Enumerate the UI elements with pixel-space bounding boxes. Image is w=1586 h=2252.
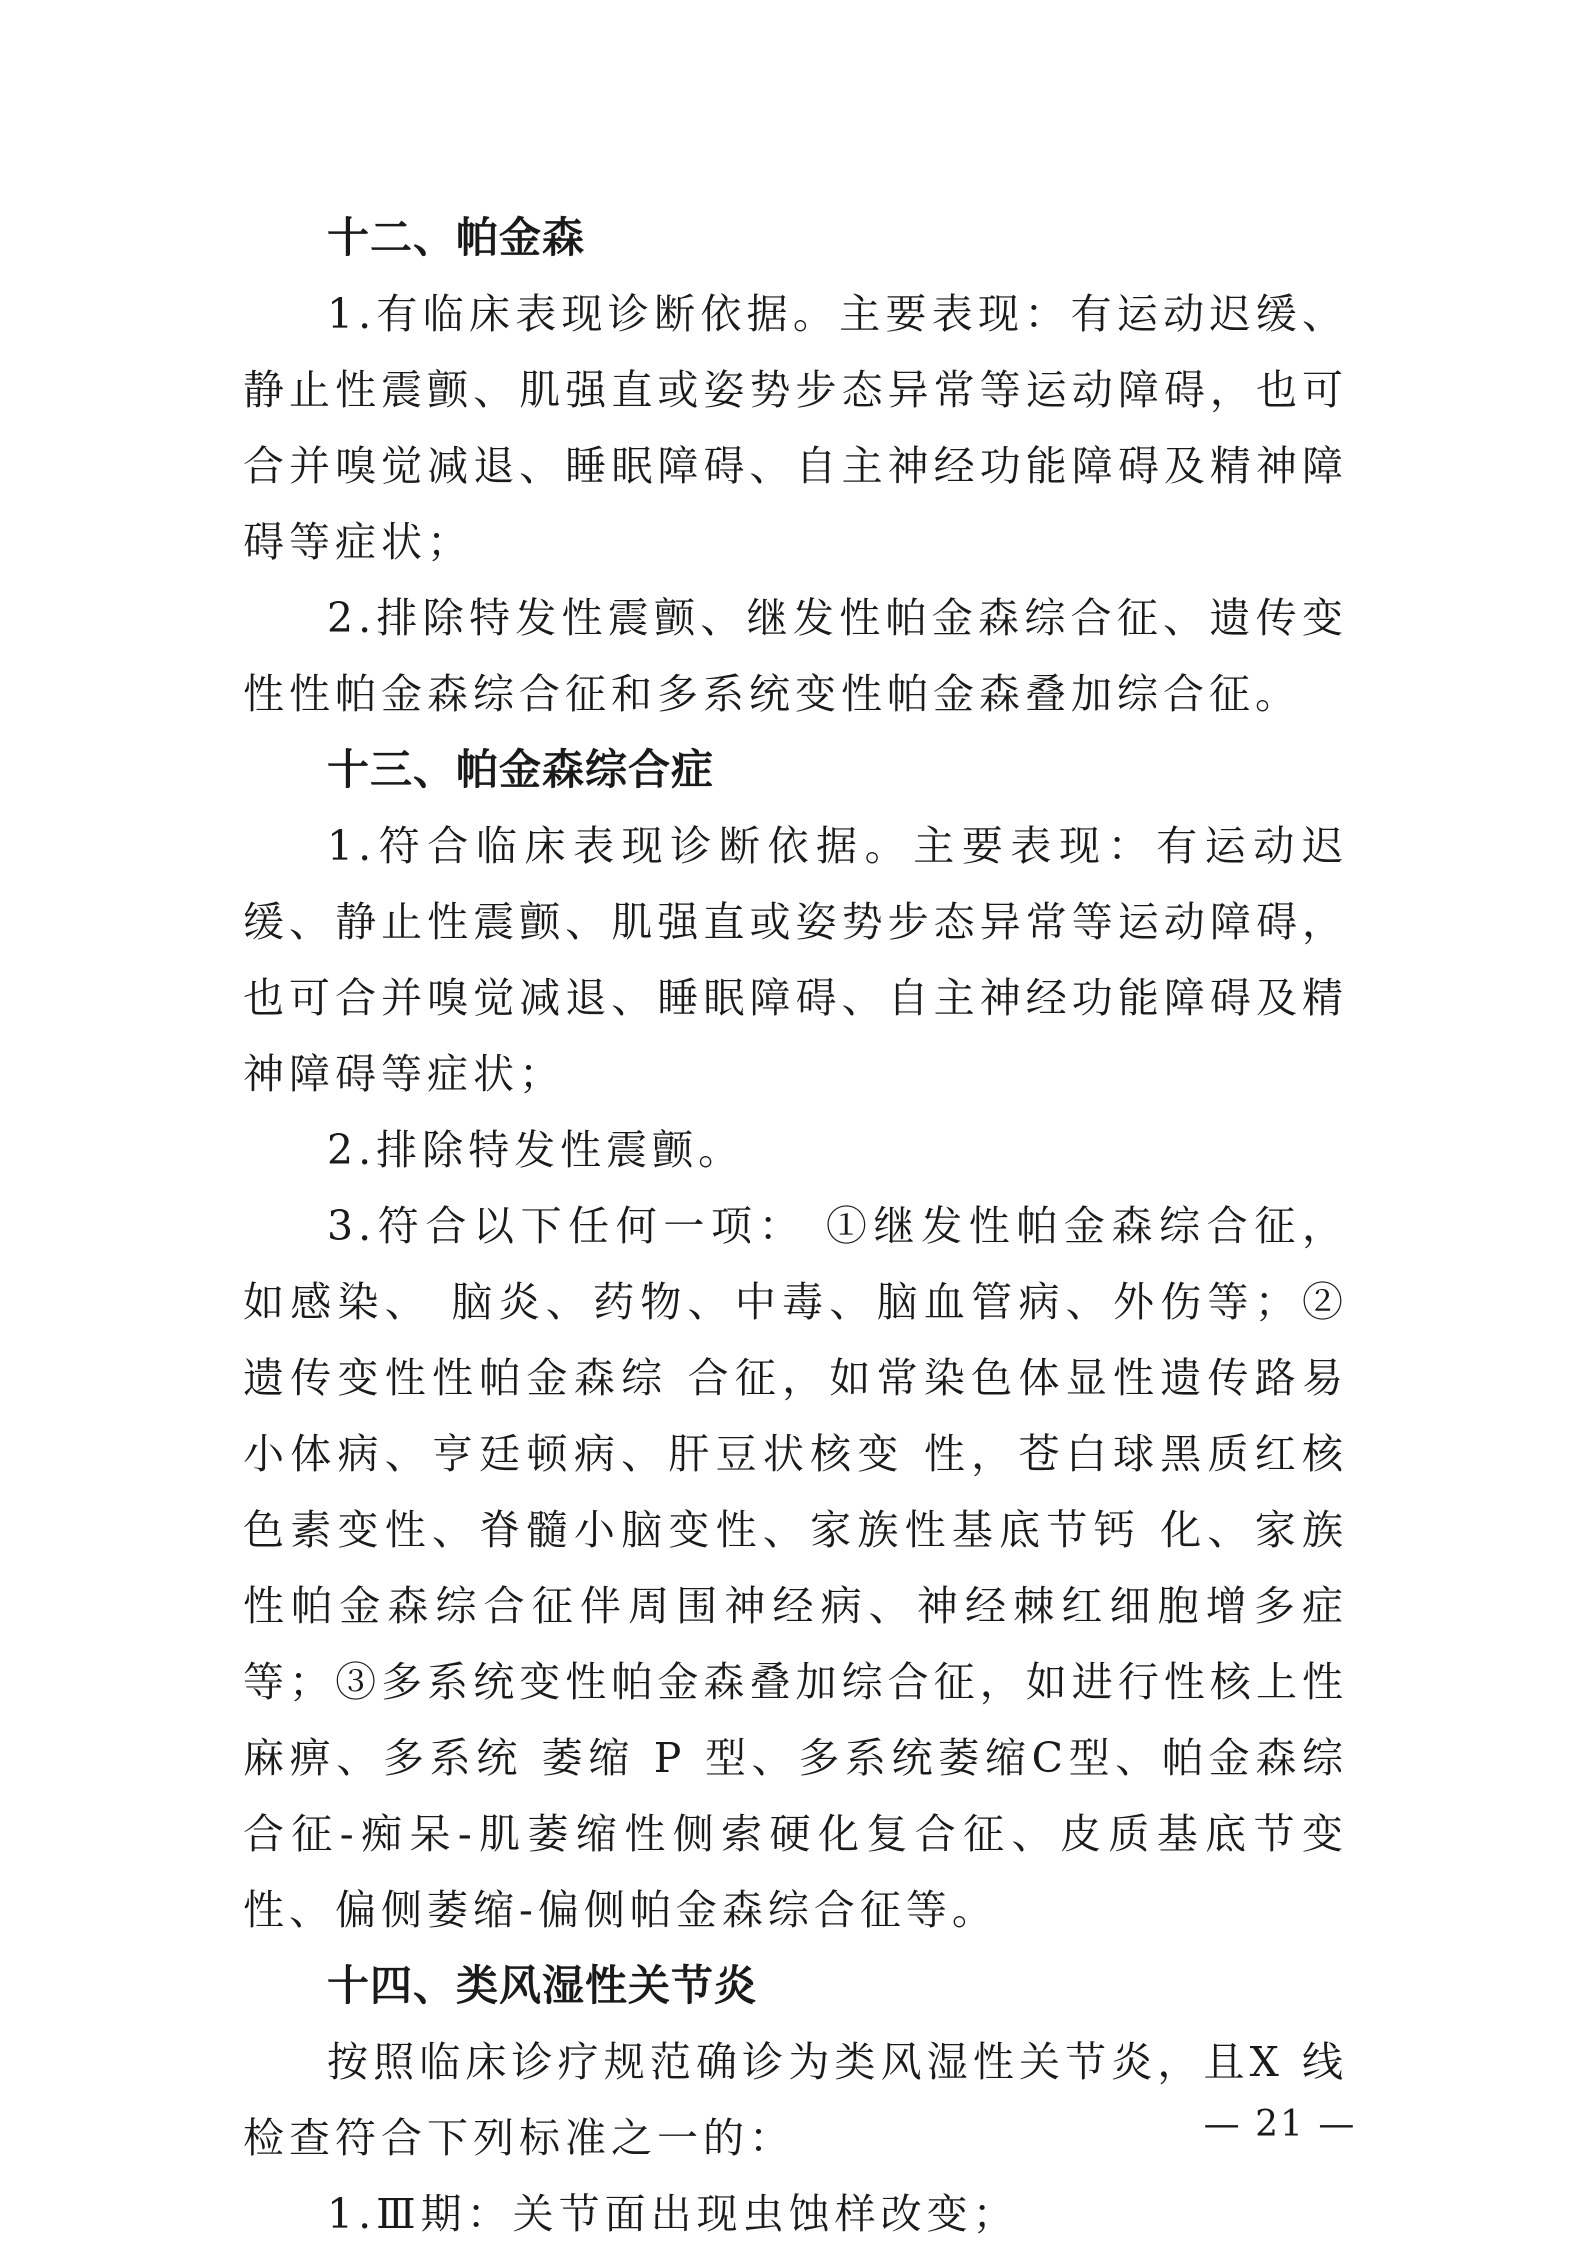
section-heading-14: 十四、类风湿性关节炎	[327, 1961, 758, 2010]
section-heading-12: 十二、帕金森	[327, 213, 586, 262]
paragraph: 2.排除特发性震颤。	[327, 1126, 745, 1174]
section-heading-13: 十三、帕金森综合症	[327, 745, 715, 794]
paragraph: 3.符合以下任何一项： ①继发性帕金森综合征，如感染、 脑炎、药物、中毒、脑血管病、外伤等；②遗传变性性帕金森综 合征，如常染色体显性遗传路易小体病、亨廷顿病、肝豆状核变 性，苍白球黑质红核色素变性、脊髓小脑变性、家族性基底节钙 化、家族性帕金森综合征伴周围神经病、神经棘红细胞增多症等；③多系统变性帕金森叠加综合征，如进行性核上性麻痹、多系统 萎缩 P 型、多系统萎缩C型、帕金森综合征-痴呆-肌萎缩性侧索硬化复合征、皮质基底节变性、偏侧萎缩-偏侧帕金森综合征等。	[243, 1202, 1348, 1934]
paragraph: 2.排除特发性震颤、继发性帕金森综合征、遗传变性性帕金森综合征和多系统变性帕金森叠加综合征。	[243, 594, 1348, 718]
paragraph: 1.有临床表现诊断依据。主要表现：有运动迟缓、静止性震颤、肌强直或姿势步态异常等运动障碍，也可合并嗅觉减退、睡眠障碍、自主神经功能障碍及精神障碍等症状；	[243, 290, 1348, 566]
page-number: — 21 —	[1203, 2104, 1357, 2145]
paragraph: 1.Ⅲ期：关节面出现虫蚀样改变；	[327, 2190, 1019, 2238]
paragraph: 1.符合临床表现诊断依据。主要表现：有运动迟缓、静止性震颤、肌强直或姿势步态异常等运动障碍，也可合并嗅觉减退、睡眠障碍、自主神经功能障碍及精神障碍等症状；	[243, 822, 1348, 1098]
document-body	[243, 200, 1348, 2252]
paragraph: 按照临床诊疗规范确诊为类风湿性关节炎，且X 线检查符合下列标准之一的：	[243, 2038, 1348, 2162]
